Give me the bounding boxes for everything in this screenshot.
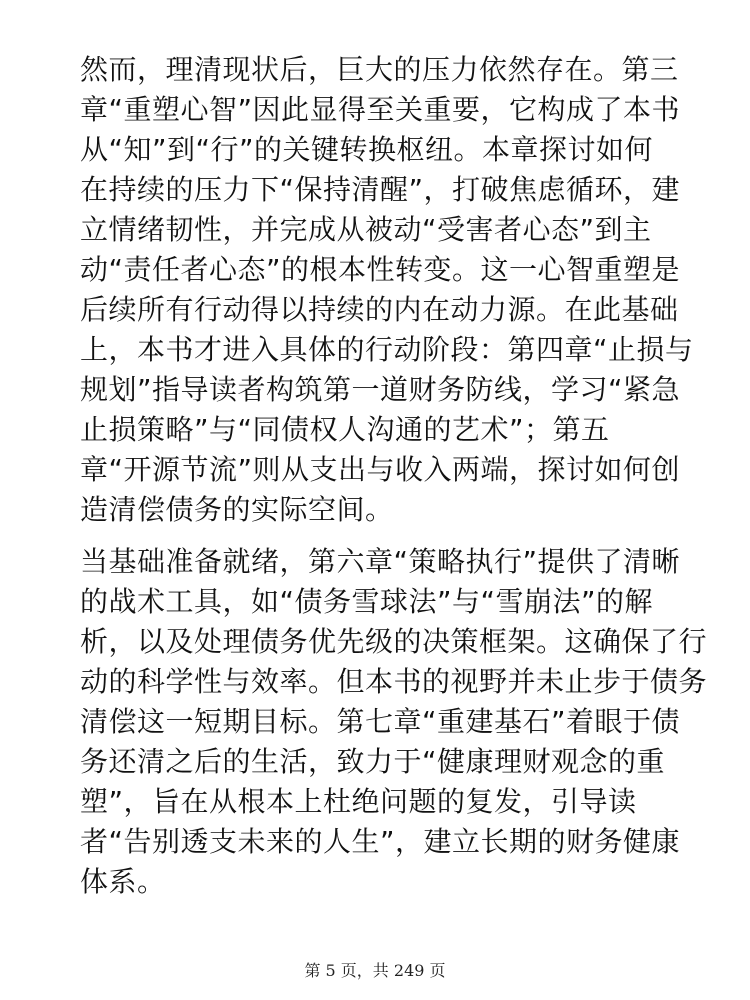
text-line: 从“知”到“行”的关键转换枢纽。本章探讨如何	[80, 133, 654, 166]
body-text	[80, 50, 708, 902]
text-line: 体系。	[80, 865, 166, 898]
text-line: 章“开源节流”则从支出与收入两端，探讨如何创	[80, 453, 681, 486]
text-line: 规划”指导读者构筑第一道财务防线，学习“紧急	[80, 373, 681, 406]
text-line: 动的科学性与效率。但本书的视野并未止步于债务	[80, 665, 708, 698]
text-line: 立情绪韧性，并完成从被动“受害者心态”到主	[80, 213, 652, 246]
text-line: 在持续的压力下“保持清醒”，打破焦虑循环，建	[80, 173, 681, 206]
text-line: 章“重塑心智”因此显得至关重要，它构成了本书	[80, 93, 681, 126]
text-line: 造清偿债务的实际空间。	[80, 493, 394, 526]
page-indicator: 第 5 页，共 249 页	[304, 961, 446, 980]
paragraph-2	[80, 542, 708, 902]
text-line: 务还清之后的生活，致力于“健康理财观念的重	[80, 745, 666, 778]
text-line: 的战术工具，如“债务雪球法”与“雪崩法”的解	[80, 585, 654, 618]
text-line: 后续所有行动得以持续的内在动力源。在此基础	[80, 293, 679, 326]
text-line: 塑”，旨在从根本上杜绝问题的复发，引导读	[80, 785, 637, 818]
text-line: 者“告别透支未来的人生”，建立长期的财务健康	[80, 825, 681, 858]
text-line: 动“责任者心态”的根本性转变。这一心智重塑是	[80, 253, 681, 286]
text-line: 清偿这一短期目标。第七章“重建基石”着眼于债	[80, 705, 681, 738]
text-line: 析，以及处理债务优先级的决策框架。这确保了行	[80, 625, 708, 658]
text-line: 止损策略”与“同债权人沟通的艺术”；第五	[80, 413, 610, 446]
paragraph-1	[80, 50, 694, 530]
text-line: 当基础准备就绪，第六章“策略执行”提供了清晰	[80, 545, 681, 578]
text-line: 然而，理清现状后，巨大的压力依然存在。第三	[80, 53, 679, 86]
text-line: 上，本书才进入具体的行动阶段：第四章“止损与	[80, 333, 694, 366]
